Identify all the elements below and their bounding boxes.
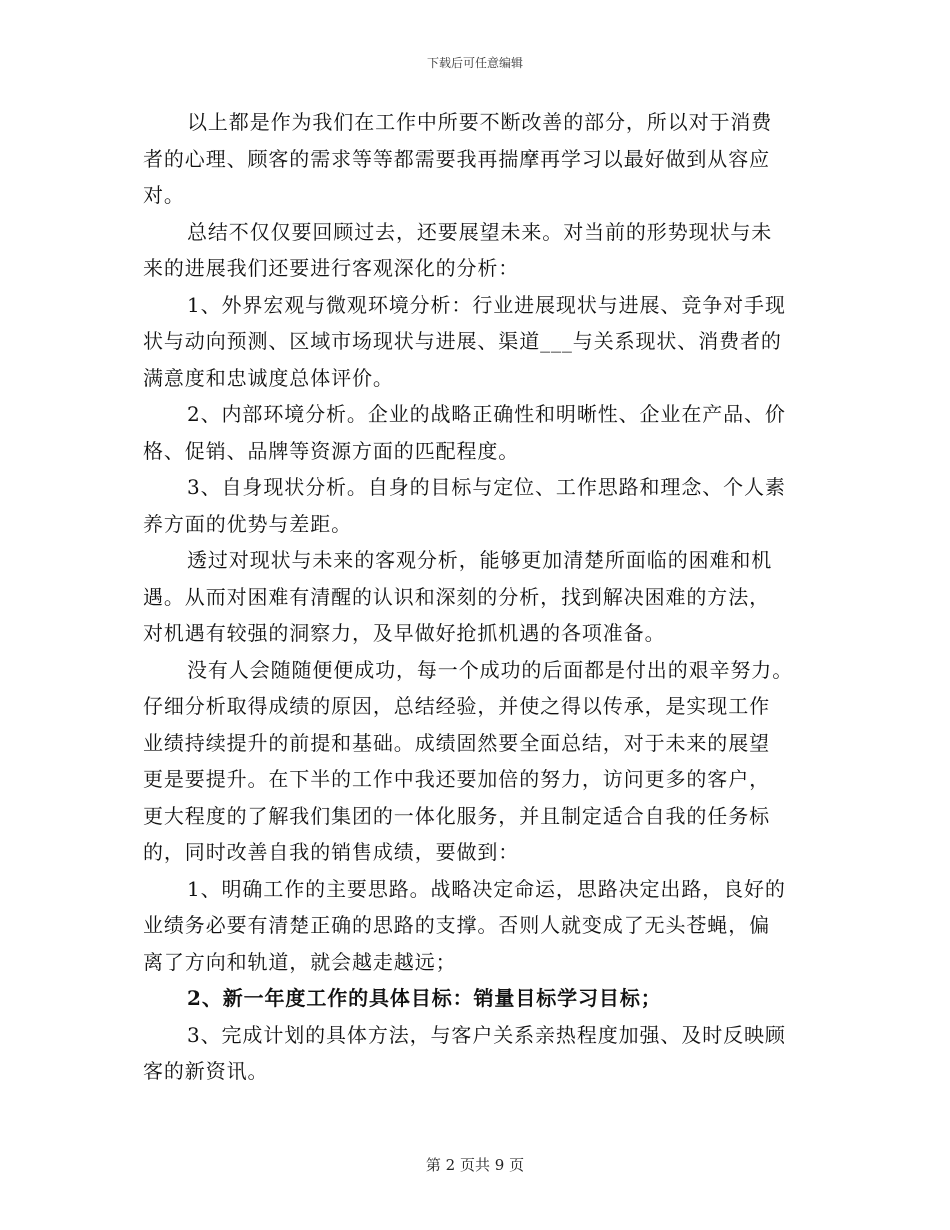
document-body [143,104,807,1090]
text-line: 的，同时改善自我的销售成绩，要做到： [143,840,520,864]
text-line: 2、新一年度工作的具体目标：销量目标学习目标； [187,986,662,1010]
text-line: 以上都是作为我们在工作中所要不断改善的部分，所以对于消费 [187,110,773,134]
text-line: 状与动向预测、区域市场现状与进展、渠道___与关系现状、消费者的 [143,329,782,353]
text-line: 客的新资讯。 [143,1059,269,1083]
text-line: 对。 [143,183,185,207]
text-line: 对机遇有较强的洞察力，及早做好抢抓机遇的各项准备。 [143,621,666,645]
text-line: 1、外界宏观与微观环境分析：行业进展现状与进展、竞争对手现 [187,292,786,317]
text-line: 3、完成计划的具体方法，与客户关系亲热程度加强、及时反映顾 [187,1022,786,1047]
text-line: 透过对现状与未来的客观分析，能够更加清楚所面临的困难和机 [187,548,773,572]
text-line: 2、内部环境分析。企业的战略正确性和明晰性、企业在产品、价 [187,402,786,426]
text-line: 遇。从而对困难有清醒的认识和深刻的分析，找到解决困难的方法， [143,584,770,609]
text-line: 养方面的优势与差距。 [143,511,352,536]
text-line: 格、促销、品牌等资源方面的匹配程度。 [143,438,520,463]
text-line: 总结不仅仅要回顾过去，还要展望未来。对当前的形势现状与未 [187,219,773,244]
text-line: 仔细分析取得成绩的原因，总结经验，并使之得以传承，是实现工作 [143,694,770,718]
text-line: 来的进展我们还要进行客观深化的分析： [143,256,520,280]
text-line: 业绩务必要有清楚正确的思路的支撑。否则人就变成了无头苍蝇，偏 [143,913,770,937]
page-header: 下载后可任意编辑 [426,56,523,70]
text-line: 没有人会随随便便成功，每一个成功的后面都是付出的艰辛努力。 [187,657,794,682]
page-footer: 第 2 页共 9 页 [425,1156,525,1174]
text-line: 业绩持续提升的前提和基础。成绩固然要全面总结，对于未来的展望 [143,730,770,755]
text-line: 1、明确工作的主要思路。战略决定命运，思路决定出路，良好的 [187,876,786,901]
text-line: 者的心理、顾客的需求等等都需要我再揣摩再学习以最好做到从容应 [143,146,770,171]
text-line: 更是要提升。在下半的工作中我还要加倍的努力，访问更多的客户， [143,767,770,791]
text-line: 更大程度的了解我们集团的一体化服务，并且制定适合自我的任务标 [143,803,770,828]
text-line: 满意度和忠诚度总体评价。 [143,365,394,390]
text-line: 离了方向和轨道，就会越走越远； [143,949,457,974]
text-line: 3、自身现状分析。自身的目标与定位、工作思路和理念、个人素 [187,475,786,499]
